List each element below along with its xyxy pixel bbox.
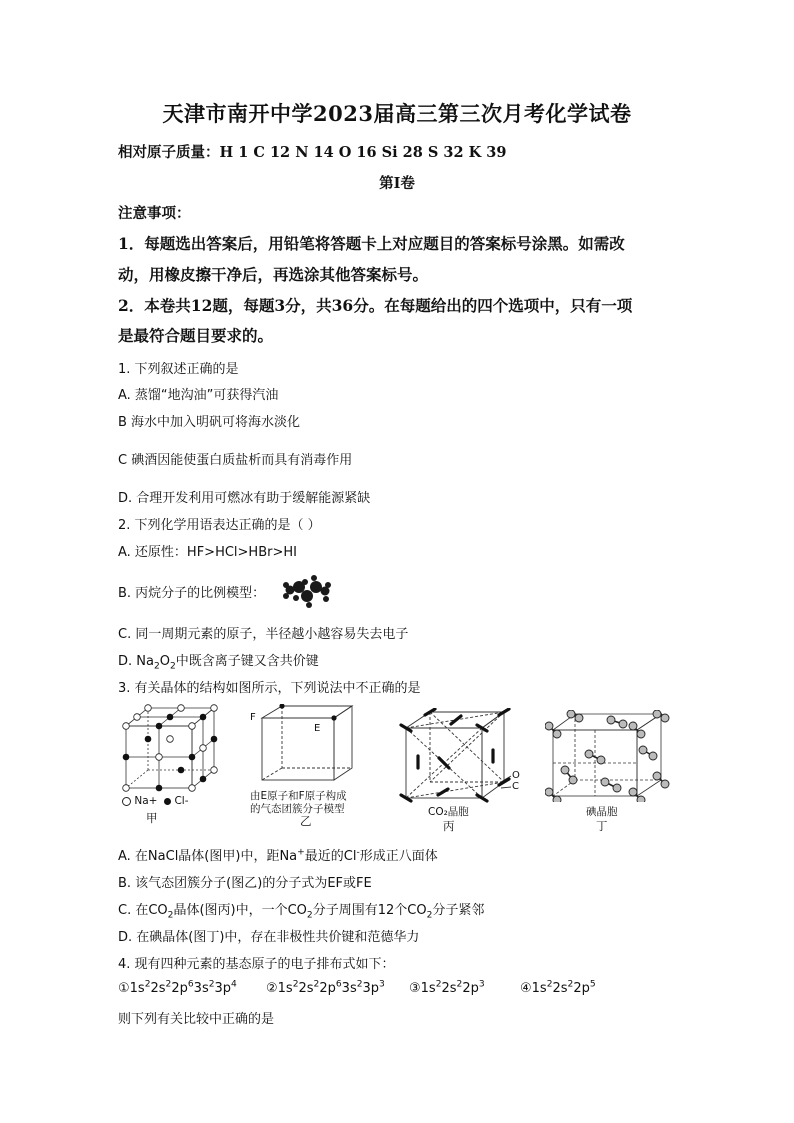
electron-count: 6 bbox=[335, 979, 342, 990]
q2-option-a: A. 还原性：HF>HCl>HBr>HI bbox=[118, 545, 297, 560]
q3-option-b: B. 该气态团簇分子(图乙)的分子式为EF或FE bbox=[118, 876, 372, 891]
figure-label-yi: 乙 bbox=[300, 814, 312, 828]
cluster-caption-line-2: 的气态团簇分子模型 bbox=[250, 803, 345, 815]
note-line-4: 是最符合题目要求的。 bbox=[118, 326, 274, 345]
cluster-caption-line-1: 由E原子和F原子构成 bbox=[250, 790, 347, 802]
q3-option-d: D. 在碘晶体(图丁)中，存在非极性共价键和范德华力 bbox=[118, 930, 420, 945]
iodine-crystal-figure bbox=[545, 710, 670, 802]
electron-count: 2 bbox=[313, 979, 320, 990]
q1-option-d: D. 合理开发利用可燃冰有助于缓解能源紧缺 bbox=[118, 491, 371, 506]
nacl-legend: Na+ Cl- bbox=[122, 795, 189, 808]
config-number: ② bbox=[266, 981, 278, 996]
orbital: 3s bbox=[341, 981, 357, 996]
q4-followup: 则下列有关比较中正确的是 bbox=[118, 1012, 275, 1027]
q1-stem: 1. 下列叙述正确的是 bbox=[118, 362, 239, 377]
electron-count: 2 bbox=[165, 979, 172, 990]
figure-label-bing: 丙 bbox=[443, 819, 455, 833]
q3-stem: 3. 有关晶体的结构如图所示，下列说法中不正确的是 bbox=[118, 681, 421, 696]
section-title: 第I卷 bbox=[379, 175, 415, 192]
electron-count: 2 bbox=[144, 979, 151, 990]
co2-caption: CO₂晶胞 bbox=[428, 806, 469, 818]
orbital: 2s bbox=[441, 981, 457, 996]
electron-config-3 bbox=[409, 981, 485, 996]
electron-count: 6 bbox=[187, 979, 194, 990]
orbital: 2p bbox=[171, 981, 188, 996]
nacl-crystal-figure bbox=[118, 704, 223, 792]
orbital: 2p bbox=[462, 981, 479, 996]
electron-count: 2 bbox=[356, 979, 363, 990]
q1-option-a: A. 蒸馏“地沟油”可获得汽油 bbox=[118, 388, 279, 403]
electron-count: 2 bbox=[208, 979, 215, 990]
q2-option-b: B. 丙烷分子的比例模型： bbox=[118, 586, 266, 601]
note-line-2: 动，用橡皮擦干净后，再选涂其他答案标号。 bbox=[118, 265, 429, 284]
orbital: 1s bbox=[531, 981, 547, 996]
electron-config-4 bbox=[520, 981, 596, 996]
config-number: ① bbox=[118, 981, 130, 996]
orbital: 3s bbox=[193, 981, 209, 996]
electron-config-2 bbox=[266, 981, 385, 996]
notes-heading: 注意事项： bbox=[118, 205, 191, 222]
note-line-1: 1．每题选出答案后，用铅笔将答题卡上对应题目的答案标号涂黑。如需改 bbox=[118, 234, 625, 253]
orbital: 2s bbox=[150, 981, 166, 996]
orbital: 1s bbox=[129, 981, 145, 996]
electron-count: 2 bbox=[292, 979, 299, 990]
config-number: ④ bbox=[520, 981, 532, 996]
q1-option-c: C 碘酒因能使蛋白质盐析而具有消毒作用 bbox=[118, 453, 353, 468]
atom-label-o: O bbox=[512, 770, 520, 781]
q3-option-a: A. 在NaCl晶体(图甲)中，距Na+最近的Cl-形成正八面体 bbox=[118, 847, 438, 864]
orbital: 2p bbox=[319, 981, 336, 996]
electron-count: 3 bbox=[379, 979, 385, 990]
orbital: 2p bbox=[573, 981, 590, 996]
orbital: 3p bbox=[214, 981, 232, 996]
orbital: 1s bbox=[420, 981, 436, 996]
q2-option-c: C. 同一周期元素的原子，半径越小越容易失去电子 bbox=[118, 627, 409, 642]
co2-crystal-figure bbox=[398, 708, 522, 804]
q2-option-d: D. $Na_2O_2$中既含离子键又含共价键 bbox=[118, 654, 319, 672]
q2-stem: 2. 下列化学用语表达正确的是（ ） bbox=[118, 518, 321, 533]
orbital: 2s bbox=[298, 981, 314, 996]
atom-label-c: C bbox=[512, 781, 519, 792]
atom-label-f: F bbox=[250, 712, 256, 723]
iodine-caption: 碘晶胞 bbox=[586, 806, 618, 818]
orbital: 2s bbox=[552, 981, 568, 996]
q1-option-b: B 海水中加入明矾可将海水淡化 bbox=[118, 415, 301, 430]
atom-label-e: E bbox=[314, 723, 321, 734]
orbital: 1s bbox=[277, 981, 293, 996]
config-number: ③ bbox=[409, 981, 421, 996]
electron-count: 2 bbox=[546, 979, 553, 990]
propane-model-icon bbox=[282, 572, 332, 608]
page-title: 天津市南开中学2023届高三第三次月考化学试卷 bbox=[162, 101, 632, 126]
electron-count: 2 bbox=[435, 979, 442, 990]
figure-label-ding: 丁 bbox=[596, 819, 608, 833]
orbital: 3p bbox=[362, 981, 380, 996]
cluster-molecule-figure bbox=[248, 704, 360, 786]
electron-count: 4 bbox=[231, 979, 237, 990]
electron-count: 5 bbox=[589, 979, 596, 990]
electron-count: 2 bbox=[456, 979, 463, 990]
figure-label-jia: 甲 bbox=[146, 811, 158, 825]
electron-count: 3 bbox=[478, 979, 485, 990]
note-line-3: 2．本卷共12题，每题3分，共36分。在每题给出的四个选项中，只有一项 bbox=[118, 296, 633, 315]
electron-count: 2 bbox=[567, 979, 574, 990]
atomic-mass-line: 相对原子质量：H 1 C 12 N 14 O 16 Si 28 S 32 K 39 bbox=[118, 144, 507, 161]
q4-stem: 4. 现有四种元素的基态原子的电子排布式如下： bbox=[118, 957, 395, 972]
q3-option-c: C. 在$CO_2$晶体(图丙)中，一个$CO_2$分子周围有12个$CO_2$分子紧邻 bbox=[118, 903, 485, 921]
electron-config-1 bbox=[118, 981, 237, 996]
